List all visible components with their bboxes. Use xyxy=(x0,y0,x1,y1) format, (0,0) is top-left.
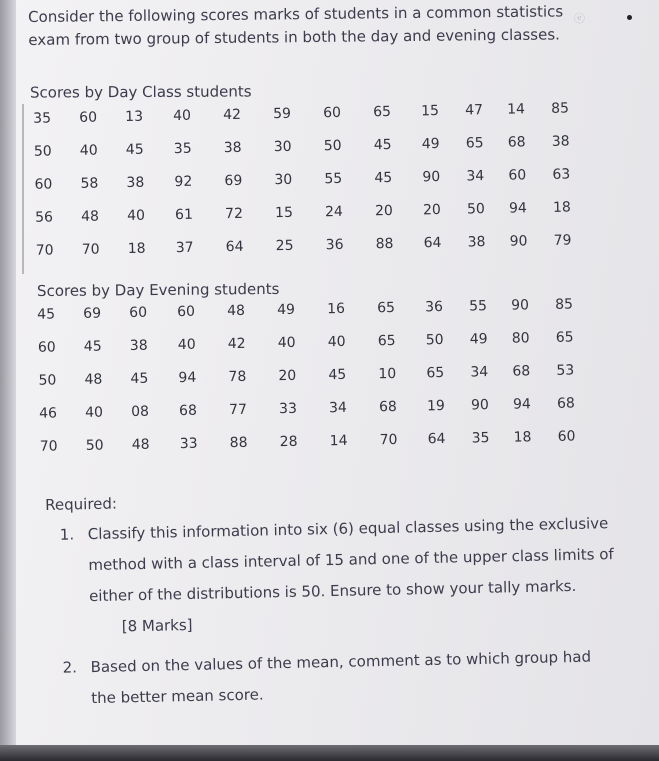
evening-score-cell: 33 xyxy=(179,435,198,453)
evening-score-cell: 50 xyxy=(38,372,57,389)
evening-score-cell: 34 xyxy=(470,364,489,381)
page-shadow-left xyxy=(0,0,16,761)
evening-row xyxy=(29,428,576,472)
day-score-cell: 72 xyxy=(224,205,244,223)
corner-dot-icon xyxy=(627,15,632,20)
evening-score-cell: 08 xyxy=(130,403,150,420)
evening-score-cell: 45 xyxy=(130,370,149,388)
evening-score-cell: 65 xyxy=(377,332,396,350)
evening-score-cell: 90 xyxy=(510,297,530,314)
day-score-cell: 25 xyxy=(275,237,294,255)
day-score-cell: 50 xyxy=(33,143,52,160)
question-2-text: Based on the values of the mean, comment as to which group had the better mean score. xyxy=(90,647,592,708)
evening-score-cell: 68 xyxy=(512,363,531,380)
evening-score-cell: 42 xyxy=(227,335,246,353)
day-score-cell: 42 xyxy=(223,106,242,124)
day-score-cell: 38 xyxy=(467,234,486,251)
day-score-cell: 50 xyxy=(466,201,486,218)
evening-score-cell: 65 xyxy=(377,299,396,317)
day-score-cell: 69 xyxy=(224,172,243,190)
page-shadow-bottom xyxy=(0,745,659,761)
evening-score-cell: 38 xyxy=(129,337,148,355)
day-score-cell: 60 xyxy=(323,104,342,122)
question-2-number: 2. xyxy=(62,658,78,677)
day-score-cell: 55 xyxy=(324,170,343,188)
evening-score-cell: 55 xyxy=(468,298,488,315)
day-score-cell: 50 xyxy=(323,137,342,155)
evening-score-cell: 69 xyxy=(83,305,102,322)
evening-score-cell: 50 xyxy=(85,437,104,454)
day-score-cell: 90 xyxy=(509,233,528,250)
evening-score-cell: 94 xyxy=(178,369,197,387)
evening-score-cell: 60 xyxy=(37,339,56,356)
evening-score-cell: 70 xyxy=(39,438,58,455)
day-score-cell: 38 xyxy=(126,174,145,192)
day-score-cell: 68 xyxy=(507,134,526,151)
day-score-cell: 47 xyxy=(464,102,484,119)
evening-score-cell: 78 xyxy=(228,368,247,386)
day-score-cell: 15 xyxy=(274,204,294,222)
question-1-marks: [8 Marks] xyxy=(121,615,193,636)
evening-score-cell: 40 xyxy=(177,336,196,354)
evening-score-cell: 48 xyxy=(131,436,150,453)
day-score-cell: 20 xyxy=(422,201,442,219)
evening-score-cell: 85 xyxy=(554,296,574,313)
day-score-cell: 88 xyxy=(375,235,394,253)
evening-score-cell: 50 xyxy=(425,331,444,349)
day-score-cell: 94 xyxy=(508,200,528,217)
question-1-number: 1. xyxy=(59,525,75,544)
evening-score-cell: 90 xyxy=(470,397,490,414)
evening-score-cell: 77 xyxy=(228,401,248,419)
day-score-cell: 35 xyxy=(33,110,52,127)
day-scores-title: Scores by Day Class students xyxy=(29,82,252,102)
evening-scores-title: Scores by Day Evening students xyxy=(36,279,280,301)
day-score-cell: 15 xyxy=(421,102,440,120)
day-score-cell: 30 xyxy=(273,138,292,156)
day-score-cell: 38 xyxy=(551,133,570,150)
evening-score-cell: 10 xyxy=(378,365,397,383)
day-score-cell: 40 xyxy=(79,142,98,159)
evening-score-cell: 34 xyxy=(328,399,348,417)
day-score-cell: 85 xyxy=(550,100,570,117)
evening-score-cell: 14 xyxy=(329,432,348,450)
evening-score-cell: 46 xyxy=(38,405,58,422)
evening-score-cell: 49 xyxy=(469,331,488,348)
day-score-cell: 38 xyxy=(223,139,242,157)
evening-score-cell: 60 xyxy=(129,304,148,322)
evening-score-cell: 48 xyxy=(84,371,103,388)
day-score-cell: 64 xyxy=(225,238,244,256)
day-score-cell: 37 xyxy=(175,239,194,257)
day-score-cell: 60 xyxy=(34,176,53,193)
question-1-text: Classify this information into six (6) equal classes using the exclusive method with a class interval of 15 and one of the upper class limits of either of the distributions is 50. Ensure to show your tally marks. xyxy=(87,514,614,606)
evening-score-cell: 88 xyxy=(229,434,248,452)
evening-score-cell: 49 xyxy=(277,301,296,319)
day-score-cell: 65 xyxy=(465,135,484,152)
day-score-cell: 65 xyxy=(373,103,392,121)
day-score-cell: 13 xyxy=(125,108,144,126)
day-score-cell: 59 xyxy=(273,105,292,123)
intro-paragraph: Consider the following scores marks of students in a common statistics exam from two group of students in both the day and evening classes. xyxy=(28,2,564,49)
day-score-cell: 63 xyxy=(552,166,571,183)
day-score-cell: 35 xyxy=(173,140,192,158)
day-score-cell: 24 xyxy=(324,203,344,221)
evening-score-cell: 68 xyxy=(378,398,398,416)
day-score-cell: 56 xyxy=(34,209,54,226)
required-heading: Required: xyxy=(45,494,118,514)
day-score-cell: 79 xyxy=(553,232,572,249)
evening-score-cell: 16 xyxy=(327,300,346,318)
evening-score-cell: 65 xyxy=(555,329,574,346)
evening-score-cell: 65 xyxy=(426,364,445,382)
day-score-cell: 61 xyxy=(174,206,194,224)
corner-smudge-icon: ⓔ xyxy=(574,12,585,25)
day-score-cell: 49 xyxy=(421,135,440,153)
evening-score-cell: 36 xyxy=(425,298,444,316)
evening-score-cell: 60 xyxy=(557,428,576,445)
evening-score-cell: 64 xyxy=(427,430,446,448)
day-score-cell: 45 xyxy=(125,141,144,159)
evening-score-cell: 60 xyxy=(177,303,196,321)
day-score-cell: 34 xyxy=(466,168,485,185)
evening-score-cell: 40 xyxy=(327,333,346,351)
day-score-cell: 48 xyxy=(80,208,100,225)
evening-score-cell: 33 xyxy=(278,400,298,418)
evening-score-cell: 94 xyxy=(512,396,532,413)
evening-score-cell: 45 xyxy=(328,366,347,384)
evening-score-cell: 40 xyxy=(84,404,104,421)
evening-score-cell: 18 xyxy=(513,429,532,446)
evening-score-cell: 45 xyxy=(37,306,56,323)
day-score-cell: 60 xyxy=(508,167,527,184)
day-score-cell: 45 xyxy=(374,169,393,187)
question-2 xyxy=(48,641,619,715)
day-score-cell: 14 xyxy=(506,101,526,118)
evening-score-cell: 53 xyxy=(556,362,575,379)
evening-score-cell: 68 xyxy=(178,402,198,420)
evening-score-cell: 28 xyxy=(279,433,298,451)
day-score-cell: 64 xyxy=(423,234,442,252)
day-score-cell: 36 xyxy=(325,236,344,254)
evening-score-cell: 35 xyxy=(471,430,490,447)
evening-score-cell: 68 xyxy=(556,395,576,412)
required-section xyxy=(45,484,619,715)
evening-score-cell: 70 xyxy=(379,431,398,449)
evening-score-cell: 45 xyxy=(83,338,102,355)
day-score-cell: 60 xyxy=(79,109,98,126)
day-score-cell: 30 xyxy=(274,171,293,189)
evening-score-cell: 40 xyxy=(277,334,296,352)
evening-scores-table xyxy=(26,296,576,472)
day-score-cell: 20 xyxy=(374,202,394,220)
evening-score-cell: 20 xyxy=(278,367,297,385)
day-score-cell: 40 xyxy=(173,107,192,125)
day-row xyxy=(25,232,572,276)
day-score-cell: 18 xyxy=(552,199,572,216)
evening-score-cell: 80 xyxy=(511,330,530,347)
day-score-cell: 58 xyxy=(80,175,99,192)
day-score-cell: 18 xyxy=(127,240,146,257)
evening-score-cell: 48 xyxy=(227,302,246,320)
day-score-cell: 70 xyxy=(35,242,54,259)
day-score-cell: 92 xyxy=(174,173,193,191)
day-score-cell: 90 xyxy=(422,168,441,186)
day-score-cell: 40 xyxy=(126,207,146,224)
day-score-cell: 45 xyxy=(373,136,392,154)
day-score-cell: 70 xyxy=(81,241,100,258)
question-1 xyxy=(46,508,618,613)
evening-score-cell: 19 xyxy=(426,397,446,415)
